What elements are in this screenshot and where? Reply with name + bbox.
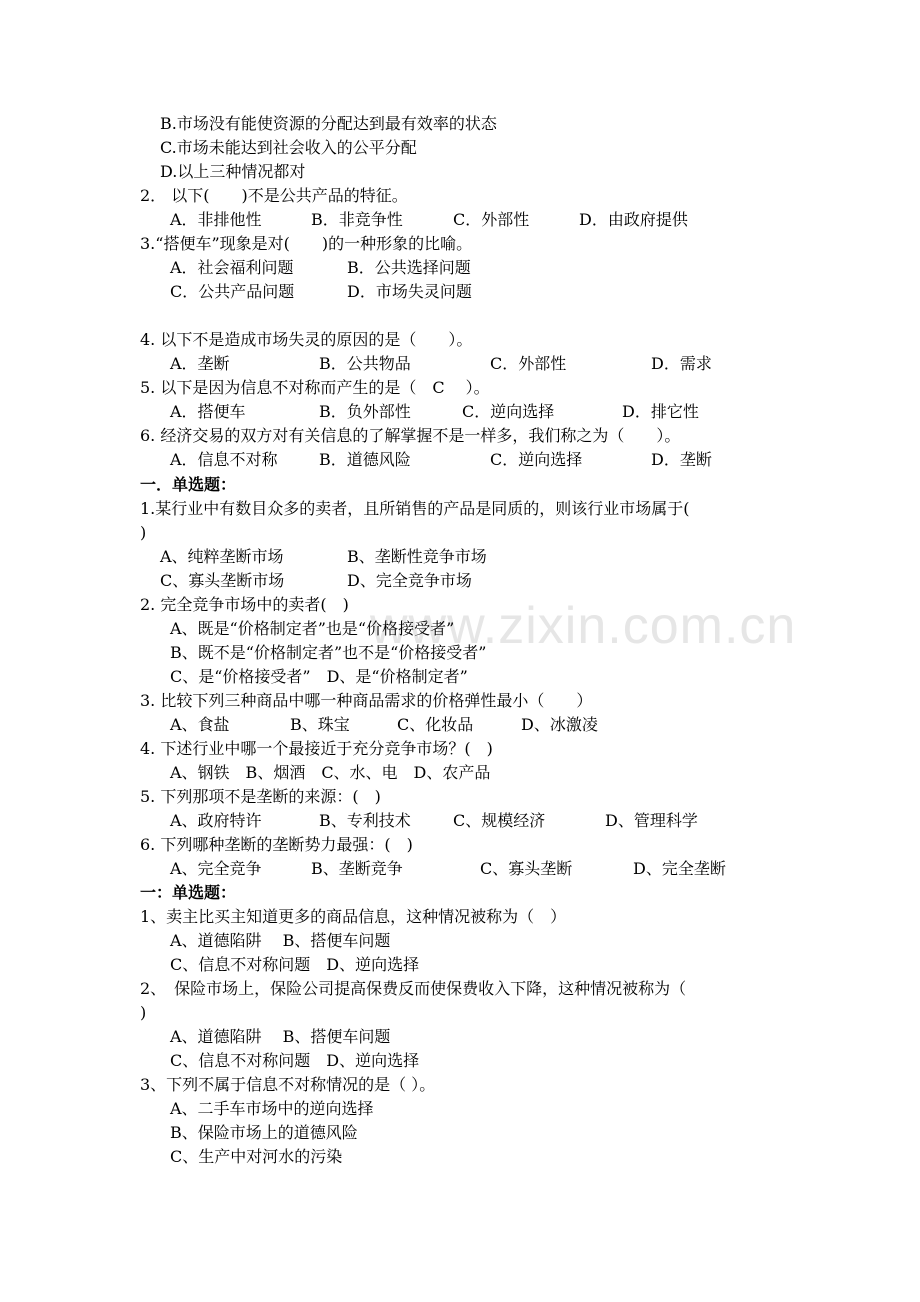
options-row [0,810,920,832]
option: A．社会福利问题 [170,258,294,277]
option: B、珠宝 [290,715,350,734]
option: D、管理科学 [605,811,698,830]
option: C．公共产品问题 [170,282,295,301]
question-option-line: A、道德陷阱 B、搭便车问题 [170,931,391,950]
option: D．需求 [651,354,712,373]
question-text: 6. 经济交易的双方对有关信息的了解掌握不是一样多，我们称之为（ ）。 [140,426,681,445]
option: D、完全竞争市场 [347,571,472,590]
option: D、完全垄断 [633,859,726,878]
question-option-line: C、生产中对河水的污染 [170,1147,343,1166]
option: C、化妆品 [397,715,474,734]
question-option-line: C、是“价格接受者” D、是“价格制定者” [170,667,468,686]
question-text: 5. 以下是因为信息不对称而产生的是（ C ）。 [140,378,490,397]
option: C、寡头垄断市场 [160,571,285,590]
question-text: 3.“搭便车”现象是对( )的一种形象的比喻。 [140,234,473,253]
section-heading: 一．单选题： [140,475,237,494]
option: B．公共物品 [319,354,411,373]
options-row [0,281,920,303]
option: A．搭便车 [170,402,246,421]
options-row [0,209,920,231]
option: B．非竞争性 [311,210,403,229]
question-text: 4. 以下不是造成市场失灵的原因的是（ ）。 [140,330,473,349]
option: C．外部性 [490,354,567,373]
option: B．负外部性 [319,402,411,421]
option: A、纯粹垄断市场 [160,547,284,566]
option: A、完全竞争 [170,859,262,878]
option: C．逆向选择 [462,402,555,421]
option: A、食盐 [170,715,230,734]
question-text: 2． 以下( )不是公共产品的特征。 [140,186,408,205]
question-option-line: C.市场未能达到社会收入的公平分配 [160,138,417,157]
question-option-line: C、信息不对称问题 D、逆向选择 [170,955,420,974]
option: B．道德风险 [319,450,411,469]
question-text: 1、卖主比买主知道更多的商品信息，这种情况被称为（ ） [140,907,567,926]
option: C．外部性 [453,210,530,229]
question-option-line: A、钢铁 B、烟酒 C、水、电 D、农产品 [170,763,491,782]
question-option-line: B、保险市场上的道德风险 [170,1123,358,1142]
option: A．非排他性 [170,210,262,229]
options-row [0,858,920,880]
question-text: 5. 下列那项不是垄断的来源：( ) [140,787,381,806]
options-row [0,401,920,423]
section-heading: 一：单选题： [140,883,237,902]
options-row [0,714,920,736]
options-row [0,257,920,279]
option: C、寡头垄断 [480,859,573,878]
options-row [0,449,920,471]
question-text-continued: ) [140,1003,147,1022]
options-row [0,353,920,375]
option: C、规模经济 [453,811,546,830]
option: D．垄断 [651,450,712,469]
question-text-continued: ) [140,523,147,542]
question-option-line: A、二手车市场中的逆向选择 [170,1099,374,1118]
watermark: www.zixin.com.cn [370,597,797,655]
option: A．垄断 [170,354,230,373]
options-row [0,570,920,592]
question-text: 2、 保险市场上，保险公司提高保费反而使保费收入下降，这种情况被称为（ [140,979,687,998]
option: C．逆向选择 [490,450,583,469]
option: B、垄断性竞争市场 [347,547,487,566]
question-text: 3、下列不属于信息不对称情况的是（ ）。 [140,1075,436,1094]
question-option-line: C、信息不对称问题 D、逆向选择 [170,1051,420,1070]
option: D．排它性 [622,402,699,421]
option: B、垄断竞争 [311,859,403,878]
question-option-line: B、既不是“价格制定者”也不是“价格接受者” [170,643,487,662]
question-option-line: A、道德陷阱 B、搭便车问题 [170,1027,391,1046]
options-row [0,546,920,568]
option: D．由政府提供 [579,210,688,229]
option: D、冰激凌 [521,715,598,734]
question-text: 2. 完全竞争市场中的卖者( ) [140,595,349,614]
question-option-line: B.市场没有能使资源的分配达到最有效率的状态 [160,114,497,133]
option: B、专利技术 [319,811,411,830]
question-option-line: D.以上三种情况都对 [160,162,306,181]
option: D．市场失灵问题 [347,282,472,301]
question-text: 6. 下列哪种垄断的垄断势力最强：( ) [140,835,413,854]
question-text: 4. 下述行业中哪一个最接近于充分竞争市场？( ) [140,739,493,758]
question-option-line: A、既是“价格制定者”也是“价格接受者” [170,619,455,638]
option: B．公共选择问题 [347,258,471,277]
question-text: 3. 比较下列三种商品中哪一种商品需求的价格弹性最小（ ） [140,691,593,710]
option: A．信息不对称 [170,450,278,469]
option: A、政府特许 [170,811,262,830]
question-text: 1.某行业中有数目众多的卖者，且所销售的产品是同质的，则该行业市场属于( [140,499,690,518]
